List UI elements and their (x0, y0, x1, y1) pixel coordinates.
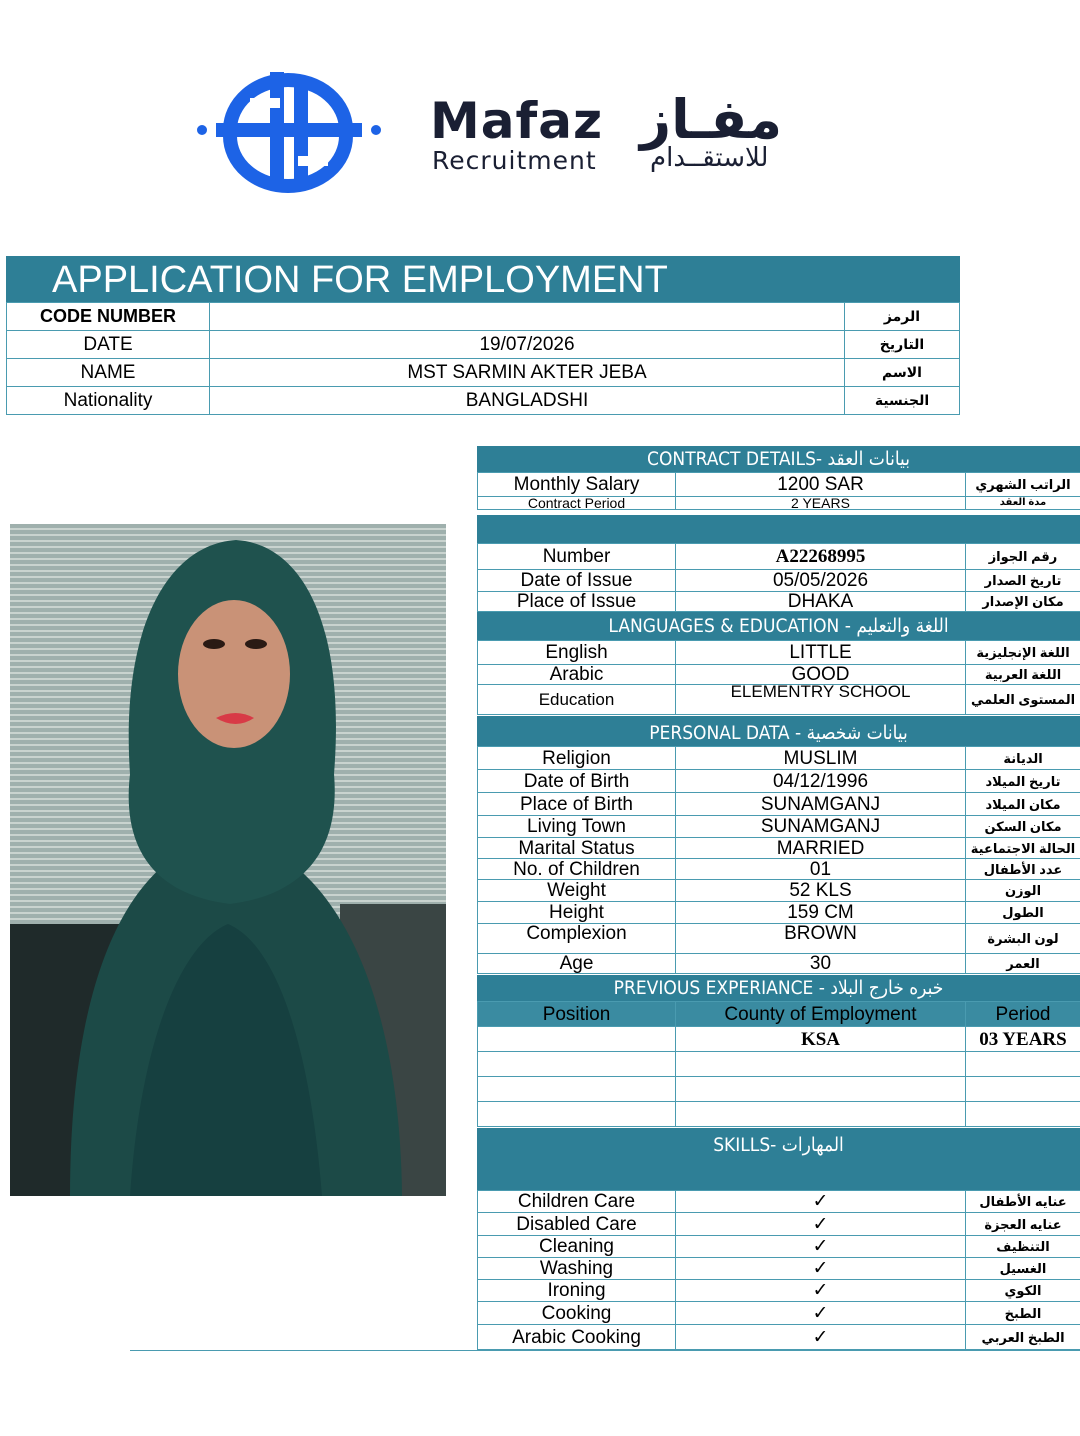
field-label-arabic: العمر (966, 954, 1080, 974)
experience-country: KSA (676, 1027, 966, 1052)
checkmark-icon: ✓ (676, 1213, 966, 1236)
skill-label: Children Care (478, 1191, 676, 1213)
table-row (478, 816, 1080, 838)
field-value: SUNAMGANJ (676, 793, 966, 816)
field-label-arabic: الرمز (845, 303, 960, 331)
skills-header: SKILLS- المهارات (477, 1128, 1080, 1190)
checkmark-icon: ✓ (676, 1258, 966, 1280)
brand-name: Mafaz (430, 92, 604, 150)
applicant-summary-table (6, 302, 960, 415)
field-label-arabic: اللغة العربية (966, 665, 1080, 685)
field-label: Education (478, 685, 676, 715)
field-label-arabic: مكان الإصدار (966, 592, 1080, 612)
table-row (478, 641, 1080, 665)
field-value: 52 KLS (676, 880, 966, 902)
field-label-arabic: الجنسية (845, 387, 960, 415)
field-label-arabic: مكان السكن (966, 816, 1080, 838)
skill-label-arabic: الطبخ (966, 1302, 1080, 1325)
field-label-arabic: مدة العقد (966, 497, 1080, 510)
field-label-arabic: تاريخ الصدار (966, 570, 1080, 592)
skills-table (477, 1190, 1080, 1350)
field-label-arabic: مكان الميلاد (966, 793, 1080, 816)
skill-label: Ironing (478, 1280, 676, 1302)
skill-label: Disabled Care (478, 1213, 676, 1236)
field-label: No. of Children (478, 859, 676, 880)
skill-label: Cooking (478, 1302, 676, 1325)
checkmark-icon: ✓ (676, 1302, 966, 1325)
skill-label-arabic: التنظيف (966, 1236, 1080, 1258)
table-row (478, 1302, 1080, 1325)
page-title: APPLICATION FOR EMPLOYMENT (52, 259, 668, 301)
brand-subtitle-arabic: للاستقــدام (650, 143, 769, 173)
field-label-arabic: لون البشرة (966, 924, 1080, 954)
table-row (478, 685, 1080, 715)
field-label: Date of Issue (478, 570, 676, 592)
personal-data-table (477, 746, 1080, 974)
table-row (478, 1052, 1080, 1077)
table-row (478, 924, 1080, 954)
field-value: SUNAMGANJ (676, 816, 966, 838)
brand-subtitle: Recruitment (432, 146, 597, 175)
field-label-arabic: الطول (966, 902, 1080, 924)
field-label-arabic: الديانة (966, 747, 1080, 770)
skill-label-arabic: الطبخ العربي (966, 1325, 1080, 1350)
skill-label: Washing (478, 1258, 676, 1280)
checkmark-icon: ✓ (676, 1236, 966, 1258)
field-label: Height (478, 902, 676, 924)
field-label-arabic: اللغة الإنجليزية (966, 641, 1080, 665)
field-value: GOOD (676, 665, 966, 685)
field-label: CODE NUMBER (7, 303, 210, 331)
field-label-arabic: الوزن (966, 880, 1080, 902)
table-row (478, 1236, 1080, 1258)
contract-table (477, 472, 1080, 510)
field-label: English (478, 641, 676, 665)
field-value: 2 YEARS (676, 497, 966, 510)
field-label: Living Town (478, 816, 676, 838)
skill-label-arabic: عنايه العجزة (966, 1213, 1080, 1236)
skill-label: Arabic Cooking (478, 1325, 676, 1350)
table-row (478, 838, 1080, 859)
table-row (478, 793, 1080, 816)
field-value: 1200 SAR (676, 473, 966, 497)
field-label-arabic: تاريخ الميلاد (966, 770, 1080, 793)
skill-label-arabic: عنايه الأطفال (966, 1191, 1080, 1213)
table-row (7, 331, 960, 359)
table-row (478, 1077, 1080, 1102)
passport-header (477, 515, 1080, 543)
languages-education-header: LANGUAGES & EDUCATION - اللغة والتعليم (477, 612, 1080, 640)
table-row (478, 1258, 1080, 1280)
skill-label-arabic: الكوي (966, 1280, 1080, 1302)
field-label: Place of Issue (478, 592, 676, 612)
field-label: DATE (7, 331, 210, 359)
table-row (478, 665, 1080, 685)
experience-position (478, 1027, 676, 1052)
field-value: BANGLADSHI (210, 387, 845, 415)
field-value: 30 (676, 954, 966, 974)
previous-experience-header: PREVIOUS EXPERIANCE - خبره خارج البلاد (477, 975, 1080, 1001)
field-label: Number (478, 544, 676, 570)
table-row (478, 859, 1080, 880)
field-value: 04/12/1996 (676, 770, 966, 793)
company-logo-mark (190, 68, 390, 196)
experience-table (477, 1001, 1080, 1127)
table-row (478, 570, 1080, 592)
column-header-period: Period (966, 1002, 1080, 1027)
field-label: Contract Period (478, 497, 676, 510)
column-header-position: Position (478, 1002, 676, 1027)
bottom-divider (130, 1350, 1080, 1351)
table-row (478, 592, 1080, 612)
field-label: Nationality (7, 387, 210, 415)
table-header-row (478, 1002, 1080, 1027)
table-row (7, 387, 960, 415)
skill-label: Cleaning (478, 1236, 676, 1258)
field-label: Marital Status (478, 838, 676, 859)
field-value: MUSLIM (676, 747, 966, 770)
field-label: Arabic (478, 665, 676, 685)
checkmark-icon: ✓ (676, 1325, 966, 1350)
field-value: LITTLE (676, 641, 966, 665)
field-label: NAME (7, 359, 210, 387)
field-value: DHAKA (676, 592, 966, 612)
checkmark-icon: ✓ (676, 1280, 966, 1302)
column-header-country: County of Employment (676, 1002, 966, 1027)
field-label-arabic: رقم الجواز (966, 544, 1080, 570)
field-label-arabic: الراتب الشهري (966, 473, 1080, 497)
field-label: Place of Birth (478, 793, 676, 816)
table-row (478, 473, 1080, 497)
table-row (478, 747, 1080, 770)
field-value (210, 303, 845, 331)
field-value: A22268995 (676, 544, 966, 570)
brand-name-arabic: مفـاز (640, 88, 783, 151)
field-value: ELEMENTRY SCHOOL (676, 685, 966, 715)
passport-table (477, 543, 1080, 612)
field-label: Monthly Salary (478, 473, 676, 497)
field-label-arabic: عدد الأطفال (966, 859, 1080, 880)
personal-data-header: PERSONAL DATA - بيانات شخصية (477, 716, 1080, 746)
table-row (478, 1102, 1080, 1127)
field-label-arabic: الاسم (845, 359, 960, 387)
field-label: Age (478, 954, 676, 974)
table-row (478, 1191, 1080, 1213)
table-row (478, 902, 1080, 924)
field-label: Religion (478, 747, 676, 770)
field-value: 01 (676, 859, 966, 880)
table-row (478, 544, 1080, 570)
table-row (478, 1325, 1080, 1350)
field-label: Complexion (478, 924, 676, 954)
field-label: Weight (478, 880, 676, 902)
field-value: MST SARMIN AKTER JEBA (210, 359, 845, 387)
skill-label-arabic: الغسيل (966, 1258, 1080, 1280)
table-row (7, 359, 960, 387)
field-value: 159 CM (676, 902, 966, 924)
checkmark-icon: ✓ (676, 1191, 966, 1213)
field-label-arabic: المستوى العلمي (966, 685, 1080, 715)
table-row (478, 770, 1080, 793)
field-value: 19/07/2026 (210, 331, 845, 359)
table-row (478, 880, 1080, 902)
table-row (7, 303, 960, 331)
table-row (478, 1280, 1080, 1302)
table-row (478, 954, 1080, 974)
contract-details-header: CONTRACT DETAILS- بيانات العقد (477, 446, 1080, 472)
table-row (478, 1213, 1080, 1236)
field-value: MARRIED (676, 838, 966, 859)
experience-period: 03 YEARS (966, 1027, 1080, 1052)
table-row (478, 1027, 1080, 1052)
field-label-arabic: التاريخ (845, 331, 960, 359)
applicant-photo (10, 524, 446, 1196)
field-label: Date of Birth (478, 770, 676, 793)
field-label-arabic: الحالة الاجتماعية (966, 838, 1080, 859)
field-value: 05/05/2026 (676, 570, 966, 592)
languages-table (477, 640, 1080, 715)
field-value: BROWN (676, 924, 966, 954)
table-row (478, 497, 1080, 510)
